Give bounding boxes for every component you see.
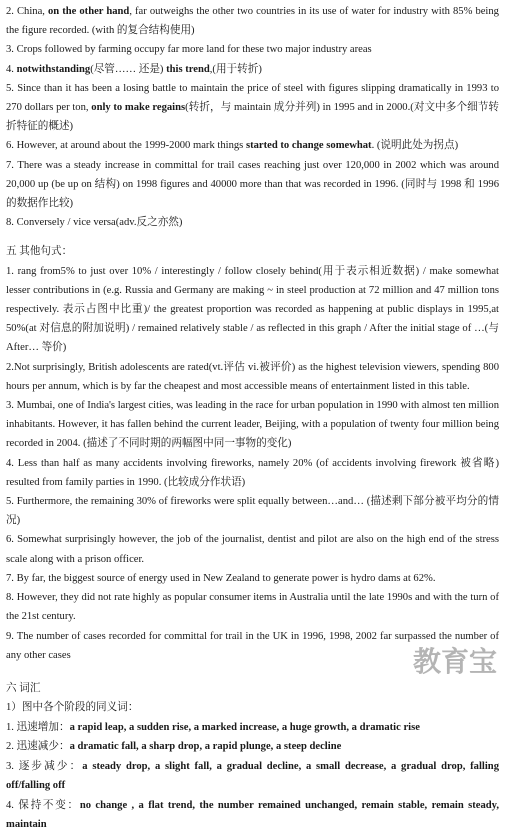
watermark-text: 教育宝 <box>412 645 498 678</box>
list-item: 2.Not surprisingly, British adolescents are rated(vt.评估 vi.被评价) as the highest television viewers, spending 800 hours per annum, which is by far the cheapest and most accessible means of entertainment listed in this table. <box>6 361 499 392</box>
section-six <box>6 679 499 835</box>
list-item: 5. Furthermore, the remaining 30% of fireworks were split equally between…and… (描述剩下部分被平均分的情况) <box>6 496 499 527</box>
list-item: 4. Less than half as many accidents involving fireworks, namely 20% (of accidents involving firework 被省略) resulted from family parties in 1990. (比较成分作状语) <box>6 457 499 488</box>
section-six-intro: 1）图中各个阶段的同义词： <box>6 702 139 714</box>
item-7: 7. There was a steady increase in committal for trail cases reaching just over 120,000 in 2002 which was around 20,000 up (be up on 结构) on 1998 figures and 40000 more than that was recorded in 1996. (同时与 1998 和 1996 的数据作比较) <box>6 159 499 210</box>
list-item: 9. The number of cases recorded for committal for trail in the UK in 1996, 1998, 2002 far surpassed the number of any other cases <box>6 630 499 661</box>
list-item: 8. However, they did not rate highly as popular consumer items in Australia until the late 1990s and with the turn of the 21st century. <box>6 592 499 623</box>
list-item: 1. rang from5% to just over 10% / interestingly / follow closely behind(用于表示相近数据) / make somewhat lesser contributions in (e.g. Russia and Germany are making ~ in steel production at 72 million and 47 million tons respectively. 表示占图中比重)/ the greatest proportion was recorded as happening at public displays in 1995,at 50%(at 对信息的附加说明) / remained relatively stable / as reflected in this graph / After the initial stage of …(与 After… 等价) <box>6 265 499 354</box>
watermark-logo <box>407 639 503 683</box>
section-five <box>6 242 499 664</box>
vocab-item: 3. 逐步减少：a steady drop, a slight fall, a gradual decline, a small decrease, a gradual drop, falling off/falling off <box>6 760 499 792</box>
item-5: 5. Since than it has been a losing battle to maintain the price of steel with figures slipping dramatically in 1993 to 270 dollars per ton, only to make regains(转折，与 maintain 成分并列) in 1995 and in 2000.(对文中多个细节转折特征的概述) <box>6 82 499 133</box>
section-top <box>6 2 499 232</box>
section-six-heading: 六 词汇 <box>6 682 41 694</box>
vocab-item: 2. 迅速减少：a dramatic fall, a sharp drop, a rapid plunge, a steep decline <box>6 741 342 753</box>
vocab-item: 1. 迅速增加：a rapid leap, a sudden rise, a marked increase, a huge growth, a dramatic rise <box>6 721 420 733</box>
item-2: 2. China, on the other hand, far outweighs the other two countries in its use of water for industry with 85% being the figure recorded. (with 的复合结构使用) <box>6 6 499 37</box>
vocab-item: 4. 保持不变：no change , a flat trend, the number remained unchanged, remain stable, remain steady, maintain <box>6 799 499 831</box>
item-4: 4. notwithstanding(尽管…… 还是) this trend,(用于转折) <box>6 63 262 75</box>
list-item: 7. By far, the biggest source of energy used in New Zealand to generate power is hydro dams at 62%. <box>6 572 436 584</box>
item-8: 8. Conversely / vice versa(adv.反之亦然) <box>6 217 183 229</box>
list-item: 6. Somewhat surprisingly however, the job of the journalist, dentist and pilot are also on the high end of the stress scale along with a prison officer. <box>6 534 499 565</box>
item-3: 3. Crops followed by farming occupy far more land for these two major industry areas <box>6 44 372 56</box>
list-item: 3. Mumbai, one of India's largest cities, was leading in the race for urban population in 1990 with almost ten million inhabitants. However, it has fallen behind the current leader, Beijing, with a population of twenty four million being recorded in 2004. (描述了不同时期的两幅图中同一事物的变化) <box>6 400 499 450</box>
item-6: 6. However, at around about the 1999-2000 mark things started to change somewhat. (说明此处为拐点) <box>6 140 459 152</box>
section-five-heading: 五 其他句式： <box>6 246 73 258</box>
